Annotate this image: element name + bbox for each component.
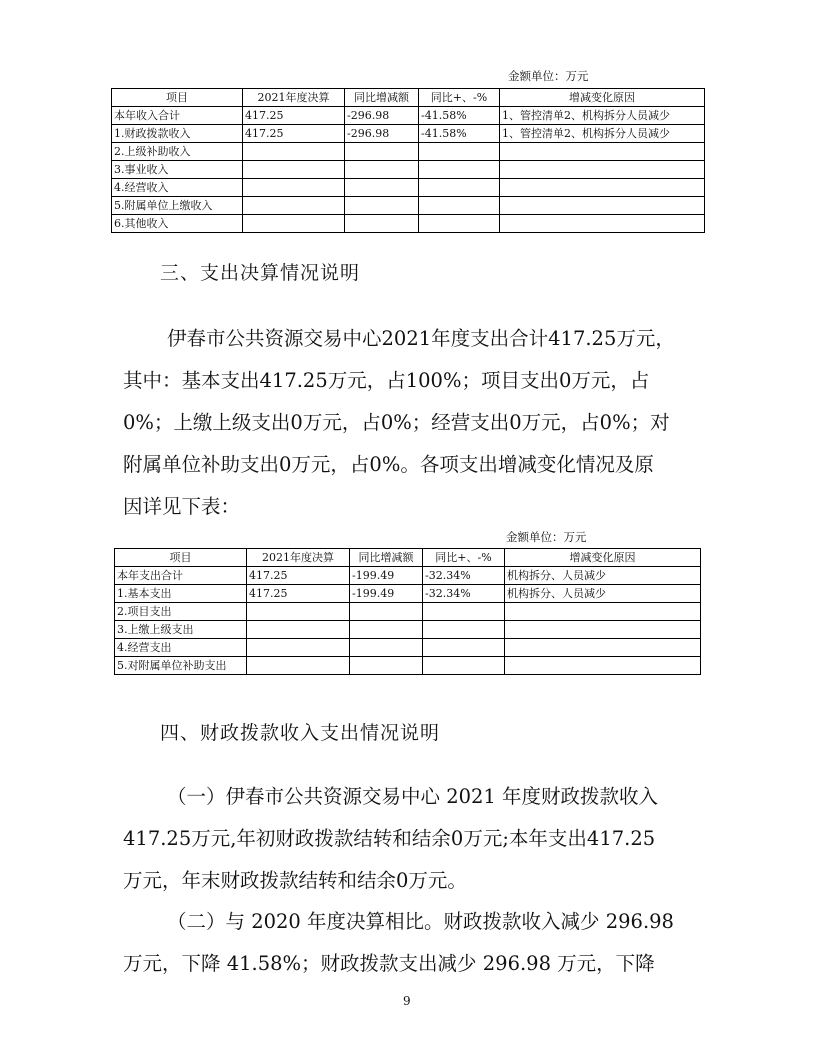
section3-paragraph <box>123 318 696 528</box>
column-header: 同比增减额 <box>345 89 419 107</box>
table-cell: -199.49 <box>350 585 423 603</box>
column-header: 同比+、-% <box>419 89 500 107</box>
table-row <box>112 125 705 143</box>
table-cell: 2.上级补助收入 <box>112 143 243 161</box>
paragraph-line: 万元，年末财政拨款结转和结余0万元。 <box>123 869 467 892</box>
table-cell <box>419 161 500 179</box>
table-row <box>115 603 701 621</box>
table-cell <box>247 639 350 657</box>
column-header: 增减变化原因 <box>500 89 705 107</box>
table-cell: 417.25 <box>247 585 350 603</box>
table-cell: 机构拆分、人员减少 <box>505 567 701 585</box>
table-row <box>112 107 705 125</box>
table-cell <box>350 603 423 621</box>
table-cell: 4.经营支出 <box>115 639 247 657</box>
table-cell: 6.其他收入 <box>112 215 243 233</box>
income-unit-label: 金额单位：万元 <box>508 69 589 83</box>
table-row <box>112 197 705 215</box>
table-cell <box>505 621 701 639</box>
table-cell <box>345 197 419 215</box>
table-cell <box>247 603 350 621</box>
column-header: 项目 <box>115 549 247 567</box>
expense-table <box>114 548 701 675</box>
table-cell: 5.对附属单位补助支出 <box>115 657 247 675</box>
column-header: 2021年度决算 <box>247 549 350 567</box>
table-cell <box>419 197 500 215</box>
table-cell <box>243 179 345 197</box>
table-cell: 1.财政拨款收入 <box>112 125 243 143</box>
table-cell <box>500 179 705 197</box>
table-cell: 5.附属单位上缴收入 <box>112 197 243 215</box>
table-cell: -32.34% <box>423 585 505 603</box>
table-cell: 本年收入合计 <box>112 107 243 125</box>
table-cell: 3.上缴上级支出 <box>115 621 247 639</box>
section4-paragraph-1 <box>123 776 696 902</box>
table-cell: 4.经营收入 <box>112 179 243 197</box>
expense-unit-label: 金额单位：万元 <box>506 530 587 544</box>
table-cell: -296.98 <box>345 107 419 125</box>
table-cell <box>505 603 701 621</box>
paragraph-line: 伊春市公共资源交易中心2021年度支出合计417.25万元， <box>167 327 675 350</box>
table-cell <box>419 179 500 197</box>
column-header: 项目 <box>112 89 243 107</box>
paragraph-line: 其中：基本支出417.25万元，占100%；项目支出0万元，占 <box>123 369 650 392</box>
table-cell: -296.98 <box>345 125 419 143</box>
table-cell <box>345 161 419 179</box>
paragraph-line: 0%；上缴上级支出0万元，占0%；经营支出0万元，占0%；对 <box>123 411 670 434</box>
income-table <box>111 88 705 233</box>
table-cell: 417.25 <box>247 567 350 585</box>
column-header: 增减变化原因 <box>505 549 701 567</box>
expense-table-body <box>115 549 701 675</box>
table-cell <box>505 657 701 675</box>
table-cell: 2.项目支出 <box>115 603 247 621</box>
page-number: 9 <box>403 994 411 1008</box>
table-cell <box>243 161 345 179</box>
section4-heading: 四、财政拨款收入支出情况说明 <box>160 722 441 744</box>
table-cell <box>243 197 345 215</box>
paragraph-line: （二）与 2020 年度决算相比。财政拨款收入减少 296.98 <box>167 910 674 933</box>
table-row <box>115 567 701 585</box>
table-header-row <box>112 89 705 107</box>
table-cell <box>423 603 505 621</box>
paragraph-line: 附属单位补助支出0万元，占0%。各项支出增减变化情况及原 <box>123 453 654 476</box>
table-cell: -32.34% <box>423 567 505 585</box>
table-cell <box>345 215 419 233</box>
column-header: 同比增减额 <box>350 549 423 567</box>
table-cell <box>247 621 350 639</box>
table-cell: -41.58% <box>419 107 500 125</box>
table-row <box>112 215 705 233</box>
table-cell <box>243 143 345 161</box>
table-row <box>112 161 705 179</box>
section4-paragraph-2 <box>123 901 696 985</box>
section3-heading: 三、支出决算情况说明 <box>160 262 361 284</box>
table-cell <box>243 215 345 233</box>
table-cell <box>345 143 419 161</box>
table-cell: 1、管控清单2、机构拆分人员减少 <box>500 107 705 125</box>
table-cell <box>500 143 705 161</box>
table-cell: 417.25 <box>243 125 345 143</box>
table-cell: 1、管控清单2、机构拆分人员减少 <box>500 125 705 143</box>
table-cell: 417.25 <box>243 107 345 125</box>
paragraph-line: 万元，下降 41.58%；财政拨款支出减少 296.98 万元，下降 <box>123 952 655 975</box>
table-row <box>115 621 701 639</box>
table-cell <box>350 639 423 657</box>
table-cell <box>350 621 423 639</box>
paragraph-line: 417.25万元,年初财政拨款结转和结余0万元;本年支出417.25 <box>123 827 656 850</box>
table-cell <box>419 143 500 161</box>
table-row <box>115 657 701 675</box>
table-cell <box>419 215 500 233</box>
table-row <box>112 143 705 161</box>
table-cell <box>500 215 705 233</box>
table-cell <box>423 639 505 657</box>
table-cell <box>500 161 705 179</box>
table-cell <box>345 179 419 197</box>
table-cell <box>423 621 505 639</box>
table-cell <box>500 197 705 215</box>
table-cell: 机构拆分、人员减少 <box>505 585 701 603</box>
paragraph-line: （一）伊春市公共资源交易中心 2021 年度财政拨款收入 <box>167 785 659 808</box>
column-header: 2021年度决算 <box>243 89 345 107</box>
column-header: 同比+、-% <box>423 549 505 567</box>
table-cell <box>505 639 701 657</box>
table-cell: -41.58% <box>419 125 500 143</box>
table-cell: -199.49 <box>350 567 423 585</box>
table-cell <box>350 657 423 675</box>
table-cell <box>247 657 350 675</box>
table-cell: 3.事业收入 <box>112 161 243 179</box>
table-row <box>115 639 701 657</box>
paragraph-line: 因详见下表： <box>123 495 241 518</box>
table-row <box>112 179 705 197</box>
table-header-row <box>115 549 701 567</box>
table-row <box>115 585 701 603</box>
income-table-body <box>112 89 705 233</box>
table-cell <box>423 657 505 675</box>
table-cell: 1.基本支出 <box>115 585 247 603</box>
table-cell: 本年支出合计 <box>115 567 247 585</box>
